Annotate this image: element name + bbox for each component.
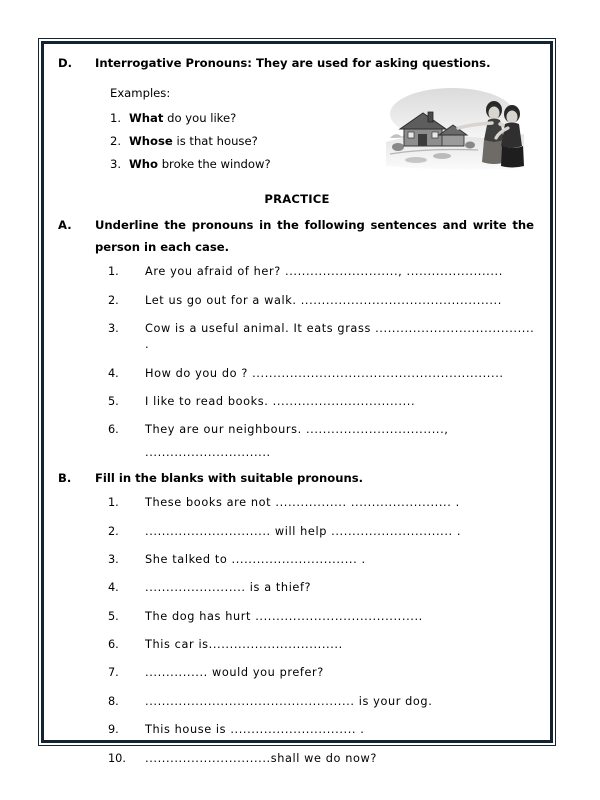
item-text: The dog has hurt ........................................ [145, 609, 423, 623]
item-text: .................................................. is your dog. [145, 694, 433, 708]
list-item [108, 631, 536, 659]
list-item [108, 518, 536, 546]
item-text: Let us go out for a walk. ................................................ [145, 293, 502, 307]
item-number: 2. [108, 524, 119, 538]
item-text: How do you do ? ............................................................ [145, 366, 504, 380]
item-text: She talked to .............................. . [145, 552, 366, 566]
question-list-b [58, 489, 536, 773]
item-text: .............................. will help ............................. . [145, 524, 462, 538]
example-number: 2. [110, 133, 122, 148]
item-number: 3. [108, 552, 119, 566]
example-keyword: What [129, 110, 164, 125]
section-letter-b: B. [58, 471, 72, 486]
list-item [108, 546, 536, 574]
worksheet-page-inner-border [41, 41, 553, 765]
example-keyword: Whose [129, 133, 173, 148]
item-text: They are our neighbours. ................................., [145, 423, 449, 437]
example-keyword: Who [129, 156, 159, 171]
list-item [108, 716, 536, 744]
list-item [108, 360, 536, 388]
item-text: Are you afraid of her? ..........................., ....................... [145, 265, 503, 279]
section-letter-d: D. [58, 56, 73, 70]
item-text: ..............................shall we do now? [145, 751, 377, 765]
item-number: 3. [108, 321, 119, 335]
item-number: 9. [108, 723, 119, 737]
list-item [108, 745, 536, 773]
item-text: This car is................................ [145, 638, 343, 652]
section-heading-d [58, 52, 536, 74]
section-title-b: Fill in the blanks with suitable pronouns. [95, 471, 364, 486]
list-item [108, 688, 536, 716]
examples-label: Examples: [110, 86, 171, 101]
item-number: 10. [108, 751, 126, 765]
list-item [108, 574, 536, 602]
farmhouse-and-two-people-clipart [382, 84, 528, 172]
example-rest: do you like? [163, 110, 237, 125]
item-text: I like to read books. .................................. [145, 395, 416, 409]
section-title-d: Interrogative Pronouns: They are used for asking questions. [95, 56, 491, 70]
item-number: 6. [108, 638, 119, 652]
item-number: 2. [108, 293, 119, 307]
question-list-a [58, 258, 536, 445]
list-item [108, 659, 536, 687]
list-item [108, 287, 536, 315]
item-number: 7. [108, 666, 119, 680]
examples-block [58, 84, 536, 176]
item-text: Cow is a useful animal. It eats grass ...................................... . [145, 321, 535, 352]
item-number: 4. [108, 366, 119, 380]
practice-heading: PRACTICE [264, 192, 330, 207]
list-item [108, 258, 536, 286]
item-number: 6. [108, 423, 119, 437]
item-text: This house is .............................. . [145, 723, 365, 737]
section-letter-a: A. [58, 218, 72, 233]
example-rest: is that house? [172, 133, 258, 148]
item-number: 8. [108, 694, 119, 708]
item-text: ........................ is a thief? [145, 581, 312, 595]
list-item [108, 388, 536, 416]
item-continuation-line: .............................. [145, 445, 271, 459]
item-number: 5. [108, 609, 119, 623]
section-heading-b [58, 467, 536, 489]
list-item [108, 489, 536, 517]
section-title-a-line1: Underline the pronouns in the following sentences and write the [95, 218, 534, 233]
item-text: These books are not ................. ........................ . [145, 496, 460, 510]
example-rest: broke the window? [158, 156, 271, 171]
item-number: 5. [108, 395, 119, 409]
item-number: 4. [108, 581, 119, 595]
example-number: 3. [110, 156, 122, 171]
worksheet-page-border [38, 38, 556, 765]
list-item [108, 603, 536, 631]
item-number: 1. [108, 265, 119, 279]
item-text: ............... would you prefer? [145, 666, 324, 680]
worksheet-content [44, 44, 550, 765]
list-item [108, 315, 536, 360]
section-title-a-line2: person in each case. [95, 240, 230, 255]
section-heading-a [58, 214, 536, 258]
item-number: 1. [108, 496, 119, 510]
list-item [108, 416, 536, 444]
example-number: 1. [110, 110, 122, 125]
section-title-a [95, 214, 536, 258]
